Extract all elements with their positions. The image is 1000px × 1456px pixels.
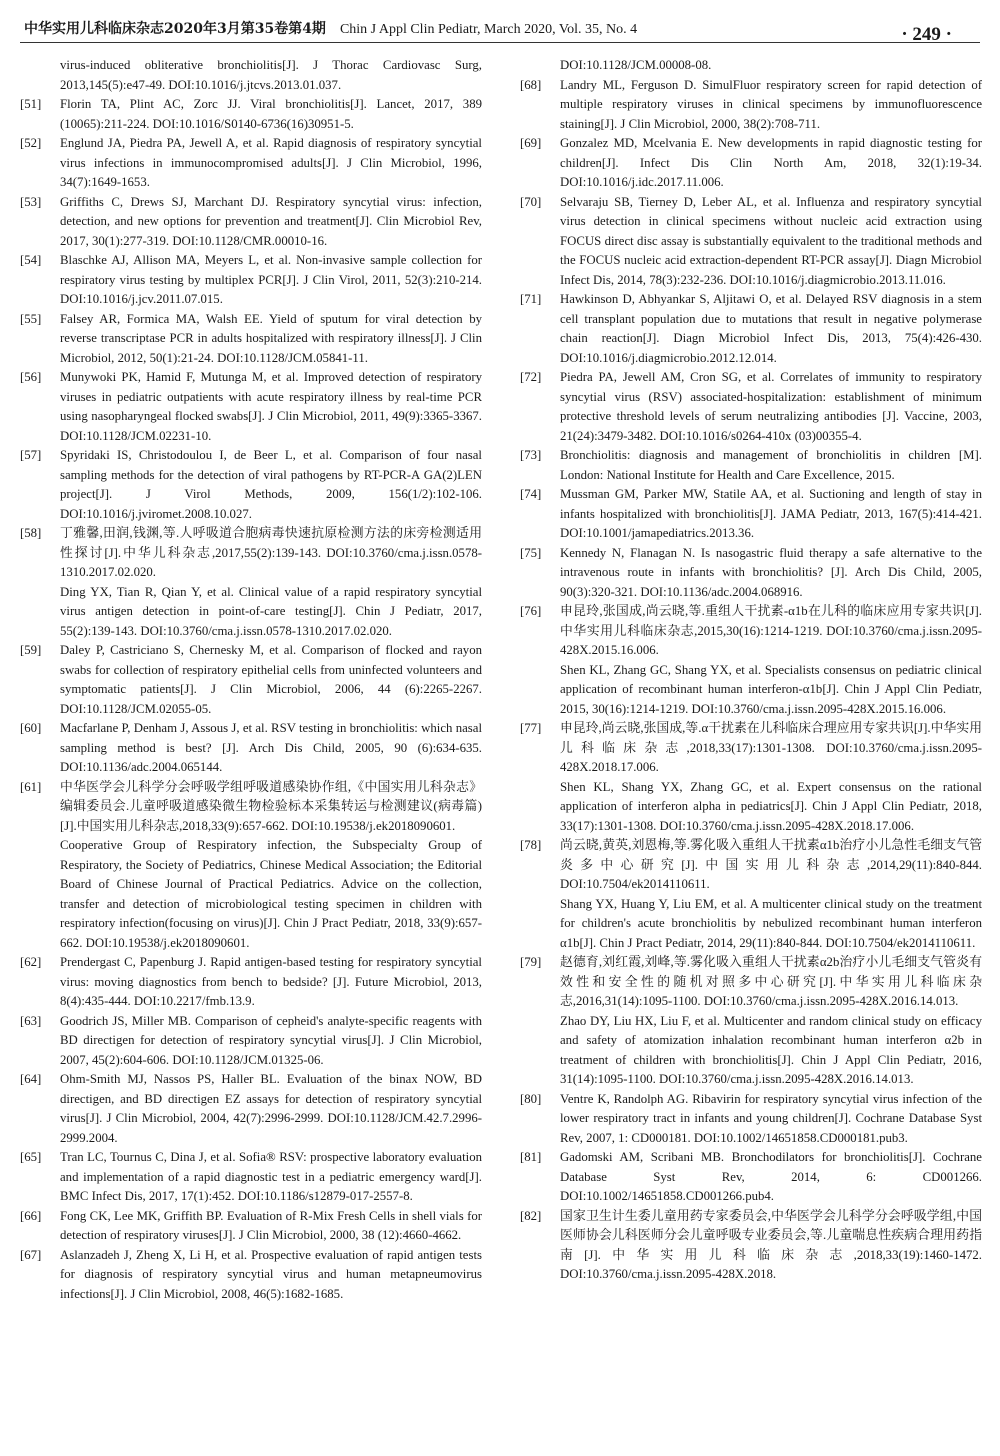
reference-text: Griffiths C, Drews SJ, Marchant DJ. Respiratory syncytial virus: infection, detection, and new options for prevention and treatment[J]. Clin Microbiol Rev, 2017, 30(1):277-319. DOI:10.1128/CMR.00010-16.	[60, 194, 482, 248]
reference-number: [65]	[20, 1150, 42, 1164]
reference-column-left	[20, 56, 482, 1304]
reference-text: Munywoki PK, Hamid F, Mutunga M, et al. Improved detection of respiratory viruses in pediatric outpatients with acute respiratory illness by real-time PCR using nasopharyngeal flocked swabs[J]. J Clin Microbiol, 2011, 49(9):3365-3367. DOI:10.1128/JCM.02231-10.	[60, 370, 482, 443]
reference-translation: Shang YX, Huang Y, Liu EM, et al. A multicenter clinical study on the treatment for children's acute bronchiolitis by nebulized recombinant human interferon α1b[J]. Chin J Pract Pediatr, 2014, 29(11):840-844. DOI:10.7504/ek2014110611.	[560, 896, 982, 950]
reference-translation: Cooperative Group of Respiratory infection, the Subspecialty Group of Respiratory, the Society of Pediatrics, Chinese Medical Association; the Editorial Board of Chinese Journal of Practical Pediatrics. Advice on the collection, transfer and detection of microbiological testing specimen in children with respiratory infection(focusing on virus)[J]. Chin J Pract Pediatr, 2018, 33(9):657-662. DOI:10.19538/j.ek2018090601.	[60, 838, 482, 950]
reference-entry	[520, 134, 982, 193]
reference-entry	[520, 485, 982, 544]
reference-number: [77]	[520, 721, 542, 735]
reference-number: [51]	[20, 97, 42, 111]
reference-text: Florin TA, Plint AC, Zorc JJ. Viral bronchiolitis[J]. Lancet, 2017, 389 (10065):211-224. DOI:10.1016/S0140-6736(16)30951-5.	[60, 97, 482, 131]
reference-text: 申昆玲,尚云晓,张国成,等.α干扰素在儿科临床合理应用专家共识[J].中华实用儿科临床杂志,2018,33(17):1301-1308. DOI:10.3760/cma.j.issn.2095-428X.2018.17.006.	[560, 721, 982, 774]
reference-text: Piedra PA, Jewell AM, Cron SG, et al. Correlates of immunity to respiratory syncytial virus (RSV) associated-hospitalization: establishment of minimum protective threshold levels of serum neutralizing antibodies [J]. Vaccine, 2003, 21(24):3479-3482. DOI:10.1016/s0264-410x (03)00355-4.	[560, 370, 982, 443]
reference-entry	[20, 1246, 482, 1305]
reference-entry	[520, 719, 982, 836]
reference-number: [80]	[520, 1091, 542, 1106]
reference-number: [73]	[520, 448, 542, 462]
reference-text: Aslanzadeh J, Zheng X, Li H, et al. Prospective evaluation of rapid antigen tests for diagnosis of respiratory syncytial virus and human metapneumovirus infections[J]. J Clin Microbiol, 2008, 46(5):1682-1685.	[60, 1247, 482, 1301]
reference-entry	[520, 1207, 982, 1285]
reference-text: Gadomski AM, Scribani MB. Bronchodilators for bronchiolitis[J]. Cochrane Database Syst Rev, 2014, 6: CD001266. DOI:10.1002/14651858.CD001266.pub4.	[560, 1150, 982, 1203]
reference-entry	[20, 95, 482, 134]
reference-number: [71]	[520, 292, 542, 306]
reference-number: [81]	[520, 1150, 542, 1164]
reference-entry	[20, 524, 482, 641]
reference-entry	[20, 193, 482, 252]
reference-entry	[20, 1012, 482, 1071]
reference-text: Tran LC, Tournus C, Dina J, et al. Sofia® RSV: prospective laboratory evaluation and implementation of a rapid diagnostic test in a pediatric emergency ward[J]. BMC Infect Dis, 2017, 17(1):452. DOI:10.1186/s12879-017-2557-8.	[60, 1150, 482, 1203]
reference-entry	[520, 544, 982, 603]
reference-text: Ventre K, Randolph AG. Ribavirin for respiratory syncytial virus infection of the lower respiratory tract in infants and young children[J]. Cochrane Database Syst Rev, 2007, 1: CD000181. DOI:10.1002/14651858.CD000181.pub3.	[560, 1091, 982, 1145]
reference-entry	[20, 719, 482, 778]
reference-number: [72]	[520, 370, 542, 384]
reference-entry	[20, 953, 482, 1012]
reference-text: Falsey AR, Formica MA, Walsh EE. Yield of sputum for viral detection by reverse transcriptase PCR in adults hospitalized with respiratory illness[J]. J Clin Microbiol, 2012, 50(1):21-24. DOI:10.1128/JCM.05841-11.	[60, 311, 482, 365]
reference-entry	[20, 1070, 482, 1148]
reference-number: [53]	[20, 194, 42, 209]
reference-entry	[20, 310, 482, 369]
reference-entry	[20, 1207, 482, 1246]
reference-text: 中华医学会儿科学分会呼吸学组呼吸道感染协作组,《中国实用儿科杂志》编辑委员会.儿童呼吸道感染微生物检验标本采集转运与检测建议(病毒篇)[J].中国实用儿科杂志,2018,33(9):657-662. DOI:10.19538/j.ek2018090601.	[60, 779, 482, 833]
reference-number: [66]	[20, 1208, 42, 1223]
reference-entry	[520, 446, 982, 485]
reference-column-right	[520, 56, 982, 1285]
reference-entry	[520, 602, 982, 719]
running-header	[20, 14, 980, 43]
reference-text: Ohm-Smith MJ, Nassos PS, Haller BL. Evaluation of the binax NOW, BD directigen, and BD directigen EZ assays for detection of respiratory syncytial virus[J]. J Clin Microbiol, 2004, 42(7):2996-2999. DOI:10.1128/JCM.42.7.2996-2999.2004.	[60, 1072, 482, 1145]
reference-text: Prendergast C, Papenburg J. Rapid antigen-based testing for respiratory syncytial virus: moving diagnostics from bench to bedside? [J]. Future Microbiol, 2013, 8(4):435-444. DOI:10.2217/fmb.13.9.	[60, 955, 482, 1008]
reference-number: [55]	[20, 311, 42, 326]
reference-number: [58]	[20, 526, 42, 540]
reference-number: [63]	[20, 1013, 42, 1028]
reference-entry	[520, 290, 982, 368]
journal-title-cn: 中华实用儿科临床杂志2020年3月第35卷第4期	[24, 21, 326, 37]
reference-number: [69]	[520, 136, 542, 150]
reference-entry	[20, 134, 482, 193]
reference-entry	[520, 1090, 982, 1149]
reference-text: Daley P, Castriciano S, Chernesky M, et al. Comparison of flocked and rayon swabs for collection of respiratory epithelial cells from uninfected volunteers and symptomatic patients[J]. J Clin Microbiol, 2006, 44 (6):2265-2267. DOI:10.1128/JCM.02055-05.	[60, 643, 482, 716]
reference-number: [61]	[20, 779, 42, 794]
reference-entry	[20, 251, 482, 310]
page-number: · 249 ·	[901, 24, 952, 45]
reference-text: Hawkinson D, Abhyankar S, Aljitawi O, et al. Delayed RSV diagnosis in a stem cell transplant population due to mutations that result in negative polymerase chain reaction[J]. Diagn Microbiol Infect Dis, 2013, 75(4):426-430. DOI:10.1016/j.diagmicrobio.2012.12.014.	[560, 292, 982, 365]
reference-text: Selvaraju SB, Tierney D, Leber AL, et al. Influenza and respiratory syncytial virus detection in clinical specimens without nucleic acid extraction using FOCUS direct disc assay is substantially equivalent to the traditional methods and the FOCUS nucleic acid extraction-dependent RT-PCR assay[J]. Diagn Microbiol Infect Dis, 2014, 78(3):232-236. DOI:10.1016/j.diagmicrobio.2013.11.016.	[560, 194, 982, 287]
reference-entry	[520, 836, 982, 953]
journal-citation	[24, 18, 637, 38]
reference-text: Landry ML, Ferguson D. SimulFluor respiratory screen for rapid detection of multiple respiratory viruses in clinical specimens by immunofluorescence staining[J]. J Clin Microbiol, 2000, 38(2):708-711.	[560, 77, 982, 131]
reference-text: Spyridaki IS, Christodoulou I, de Beer L, et al. Comparison of four nasal sampling methods for the detection of viral pathogens by RT-PCR-A GA(2)LEN project[J]. J Virol Methods, 2009, 156(1/2):102-106. DOI:10.1016/j.jviromet.2008.10.027.	[60, 448, 482, 521]
reference-text: Englund JA, Piedra PA, Jewell A, et al. Rapid diagnosis of respiratory syncytial virus infections in immunocompromised adults[J]. J Clin Microbiol, 1996, 34(7):1649-1653.	[60, 136, 482, 189]
reference-number: [75]	[520, 545, 542, 560]
reference-number: [70]	[520, 194, 542, 209]
reference-translation: Ding YX, Tian R, Qian Y, et al. Clinical value of a rapid respiratory syncytial virus antigen detection in point-of-care testing[J]. Chin J Pediatr, 2017, 55(2):139-143. DOI:10.3760/cma.j.issn.0578-1310.2017.02.020.	[60, 584, 482, 638]
reference-entry	[520, 193, 982, 291]
reference-continuation: DOI:10.1128/JCM.00008-08.	[560, 58, 712, 72]
reference-text: Blaschke AJ, Allison MA, Meyers L, et al. Non-invasive sample collection for respiratory virus testing by multiplex PCR[J]. J Clin Virol, 2011, 52(3):210-214. DOI:10.1016/j.jcv.2011.07.015.	[60, 253, 482, 306]
reference-text: 国家卫生计生委儿童用药专家委员会,中华医学会儿科学分会呼吸学组,中国医师协会儿科医师分会儿童呼吸专业委员会,等.儿童喘息性疾病合理用药指南[J].中华实用儿科临床杂志,2018,33(19):1460-1472. DOI:10.3760/cma.j.issn.2095-428X.2018.	[560, 1208, 982, 1281]
reference-entry	[520, 1148, 982, 1207]
reference-number: [82]	[520, 1208, 542, 1223]
reference-text: Gonzalez MD, Mcelvania E. New developments in rapid diagnostic testing for children[J]. Infect Dis Clin North Am, 2018, 32(1):19-34. DOI:10.1016/j.idc.2017.11.006.	[560, 136, 982, 189]
reference-text: 丁雅馨,田润,钱渊,等.人呼吸道合胞病毒快速抗原检测方法的床旁检测适用性探讨[J].中华儿科杂志,2017,55(2):139-143. DOI:10.3760/cma.j.issn.0578-1310.2017.02.020.	[60, 526, 482, 579]
reference-number: [76]	[520, 604, 542, 618]
reference-number: [74]	[520, 487, 542, 501]
reference-entry	[520, 368, 982, 446]
reference-entry	[20, 368, 482, 446]
reference-text: 申昆玲,张国成,尚云晓,等.重组人干扰素-α1b在儿科的临床应用专家共识[J].中华实用儿科临床杂志,2015,30(16):1214-1219. DOI:10.3760/cma.j.issn.2095-428X.2015.16.006.	[560, 604, 982, 657]
reference-number: [68]	[520, 77, 542, 92]
reference-number: [78]	[520, 838, 542, 852]
reference-number: [64]	[20, 1072, 42, 1086]
reference-entry	[20, 641, 482, 719]
reference-number: [59]	[20, 643, 42, 657]
reference-text: Fong CK, Lee MK, Griffith BP. Evaluation of R-Mix Fresh Cells in shell vials for detection of respiratory viruses[J]. J Clin Microbiol, 2000, 38 (12):4660-4662.	[60, 1208, 482, 1242]
reference-number: [60]	[20, 721, 42, 735]
reference-columns	[20, 56, 982, 1450]
reference-translation: Shen KL, Zhang GC, Shang YX, et al. Specialists consensus on pediatric clinical application of recombinant human interferon-α1b[J]. Chin J Appl Clin Pediatr, 2015, 30(16):1214-1219. DOI:10.3760/cma.j.issn.2095-428X.2015.16.006.	[560, 662, 982, 716]
reference-text: Mussman GM, Parker MW, Statile AA, et al. Suctioning and length of stay in infants hospitalized with bronchiolitis[J]. JAMA Pediatr, 2013, 167(5):414-421. DOI:10.1001/jamapediatrics.2013.36.	[560, 487, 982, 540]
reference-number: [79]	[520, 955, 542, 969]
reference-entry	[520, 76, 982, 135]
reference-number: [67]	[20, 1247, 42, 1262]
reference-number: [52]	[20, 136, 42, 150]
reference-text: Macfarlane P, Denham J, Assous J, et al. RSV testing in bronchiolitis: which nasal sampling method is best? [J]. Arch Dis Child, 2005, 90 (6):634-635. DOI:10.1136/adc.2004.065144.	[60, 721, 482, 774]
reference-number: [54]	[20, 253, 42, 267]
reference-number: [62]	[20, 955, 42, 969]
reference-number: [56]	[20, 370, 42, 384]
reference-text: Kennedy N, Flanagan N. Is nasogastric fluid therapy a safe alternative to the intravenous route in infants with bronchiolitis? [J]. Arch Dis Child, 2005, 90(3):320-321. DOI:10.1136/adc.2004.068916.	[560, 545, 982, 599]
reference-continuation: virus-induced obliterative bronchiolitis[J]. J Thorac Cardiovasc Surg, 2013,145(5):e47-49. DOI:10.1016/j.jtcvs.2013.01.037.	[60, 58, 482, 92]
reference-text: Goodrich JS, Miller MB. Comparison of cepheid's analyte-specific reagents with BD directigen for detection of respiratory syncytial virus[J]. J Clin Microbiol, 2007, 45(2):604-606. DOI:10.1128/JCM.01325-06.	[60, 1013, 482, 1067]
reference-entry	[520, 953, 982, 1090]
reference-text: 赵德育,刘红霞,刘峰,等.雾化吸入重组人干扰素α2b治疗小儿毛细支气管炎有效性和安全性的随机对照多中心研究[J].中华实用儿科临床杂志,2016,31(14):1095-1100. DOI:10.3760/cma.j.issn.2095-428X.2016.14.013.	[560, 955, 982, 1008]
reference-text: Bronchiolitis: diagnosis and management of bronchiolitis in children [M]. London: National Institute for Health and Care Excellence, 2015.	[560, 448, 982, 482]
reference-entry	[20, 778, 482, 954]
reference-translation: Shen KL, Shang YX, Zhang GC, et al. Expert consensus on the rational application of interferon alpha in pediatrics[J]. Chin J Appl Clin Pediatr, 2018, 33(17):1301-1308. DOI:10.3760/cma.j.issn.2095-428X.2018.17.006.	[560, 779, 982, 833]
reference-entry	[20, 1148, 482, 1207]
reference-number: [57]	[20, 448, 42, 462]
reference-text: 尚云晓,黄英,刘恩梅,等.雾化吸入重组人干扰素α1b治疗小儿急性毛细支气管炎多中心研究[J].中国实用儿科杂志,2014,29(11):840-844. DOI:10.7504/ek2014110611.	[560, 838, 982, 891]
reference-translation: Zhao DY, Liu HX, Liu F, et al. Multicenter and random clinical study on efficacy and safety of atomization inhalation recombinant human interferon α2b in treatment of children with bronchiolitis[J]. Chin J Appl Clin Pediatr, 2016, 31(14):1095-1100. DOI:10.3760/cma.j.issn.2095-428X.2016.14.013.	[560, 1013, 982, 1086]
journal-title-en: Chin J Appl Clin Pediatr, March 2020, Vol. 35, No. 4	[339, 22, 638, 37]
reference-entry	[20, 446, 482, 524]
